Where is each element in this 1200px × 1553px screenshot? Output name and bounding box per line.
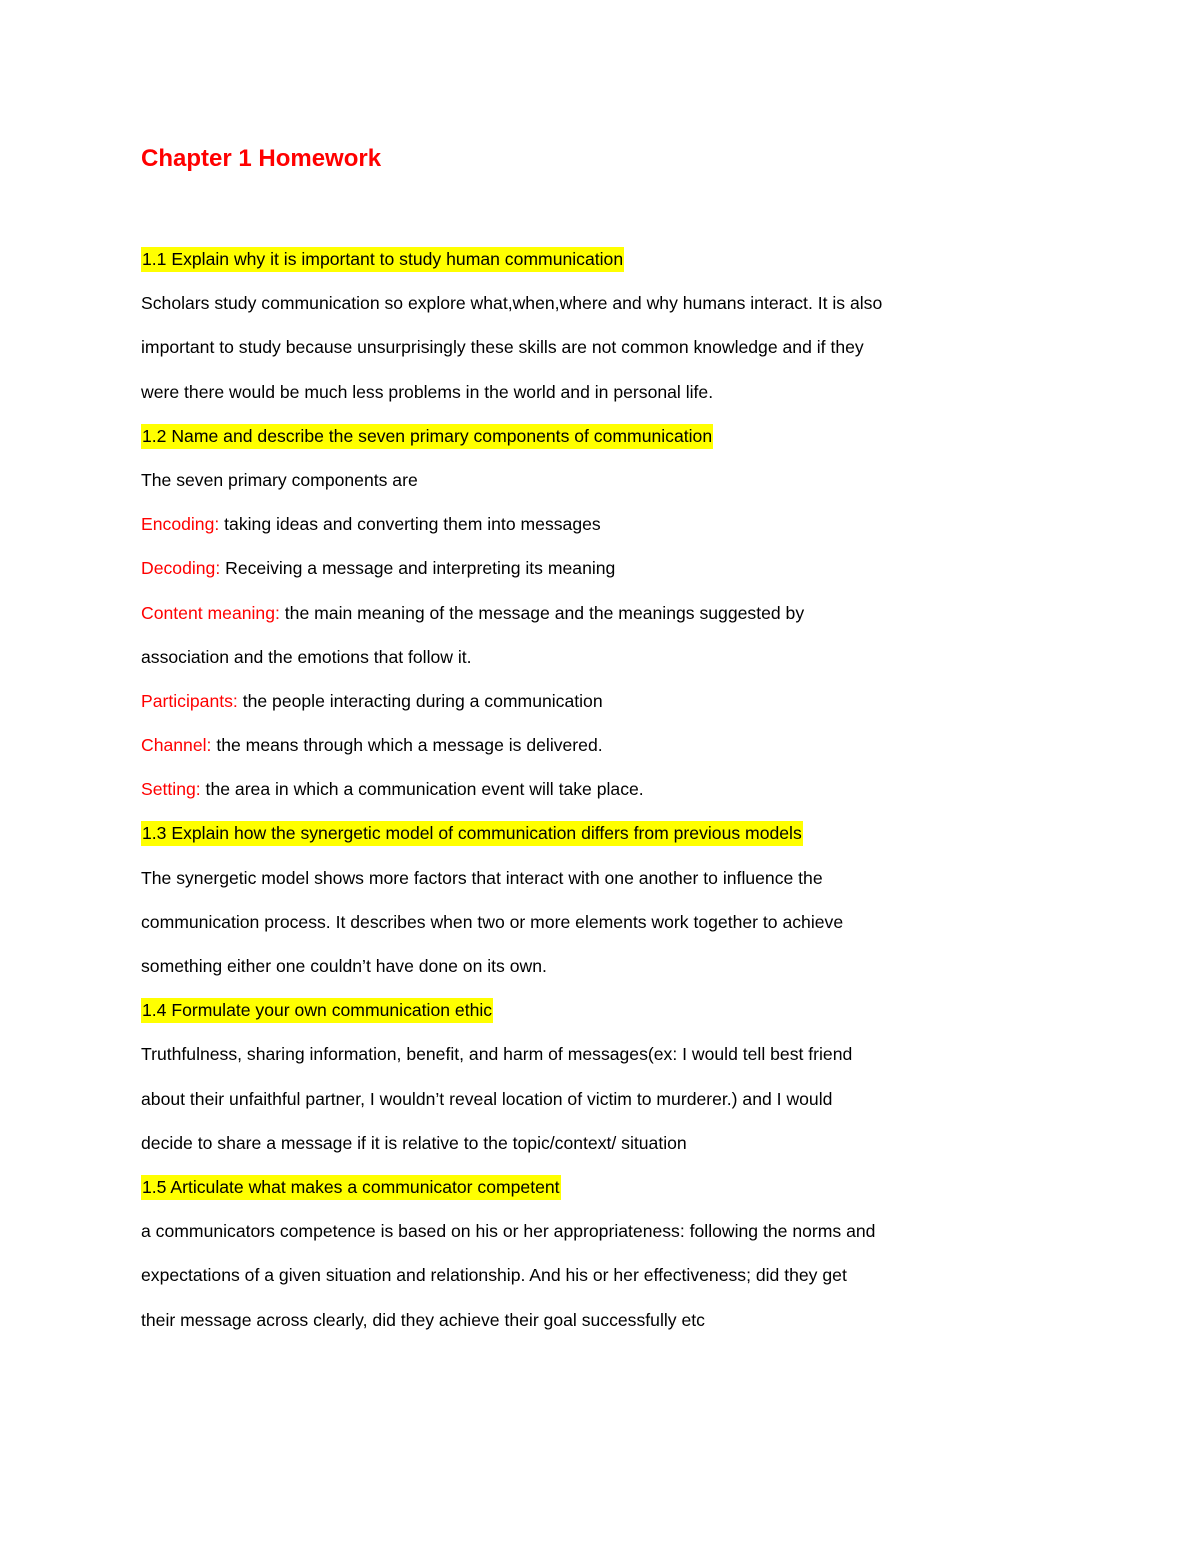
answer-line: about their unfaithful partner, I wouldn’t reveal location of victim to murderer.) and I would	[141, 1088, 833, 1109]
highlighted-heading: 1.3 Explain how the synergetic model of communication differs from previous models	[141, 821, 803, 846]
component-participants	[141, 685, 1041, 729]
component-term: Encoding:	[141, 514, 220, 535]
question-heading-1-3	[141, 817, 1041, 861]
question-heading-1-5	[141, 1171, 1041, 1215]
component-definition: the main meaning of the message and the meanings suggested by	[279, 602, 805, 623]
page-title: Chapter 1 Homework	[141, 145, 382, 172]
answer-line: important to study because unsurprisingly these skills are not common knowledge and if they	[141, 337, 864, 358]
component-definition: the people interacting during a communication	[237, 690, 603, 711]
answer-line: Scholars study communication so explore what,when,where and why humans interact. It is also	[141, 293, 883, 314]
component-definition: the area in which a communication event will take place.	[200, 779, 644, 800]
answer-line: were there would be much less problems in the world and in personal life.	[141, 381, 714, 402]
highlighted-heading: 1.2 Name and describe the seven primary components of communication	[141, 424, 713, 449]
component-definition: taking ideas and converting them into messages	[219, 514, 601, 535]
component-term: Decoding:	[141, 558, 221, 579]
answer-line: a communicators competence is based on his or her appropriateness: following the norms and	[141, 1221, 876, 1242]
component-decoding	[141, 552, 1041, 596]
highlighted-heading: 1.4 Formulate your own communication ethic	[141, 998, 493, 1023]
component-setting	[141, 773, 1041, 817]
component-term: Setting:	[141, 779, 201, 800]
answer-line: The synergetic model shows more factors that interact with one another to influence the	[141, 867, 823, 888]
question-heading-1-4	[141, 994, 1041, 1038]
component-definition: Receiving a message and interpreting its meaning	[220, 558, 616, 579]
component-term: Participants:	[141, 690, 238, 711]
answer-line: expectations of a given situation and relationship. And his or her effectiveness; did they get	[141, 1265, 847, 1286]
question-heading-1-2	[141, 420, 1041, 464]
answer-line: communication process. It describes when two or more elements work together to achieve	[141, 911, 844, 932]
answer-line: something either one couldn’t have done on its own.	[141, 956, 547, 976]
component-channel	[141, 729, 1041, 773]
component-content-meaning-continuation: association and the emotions that follow it.	[141, 646, 472, 667]
component-term: Channel:	[141, 735, 212, 756]
component-content-meaning	[141, 597, 1041, 641]
document-body	[141, 243, 1041, 1348]
component-term: Content meaning:	[141, 602, 280, 623]
highlighted-heading: 1.1 Explain why it is important to study human communication	[141, 247, 624, 272]
components-intro: The seven primary components are	[141, 469, 418, 490]
highlighted-heading: 1.5 Articulate what makes a communicator competent	[141, 1175, 561, 1200]
component-definition: the means through which a message is delivered.	[211, 735, 603, 756]
answer-line: Truthfulness, sharing information, benefit, and harm of messages(ex: I would tell best friend	[141, 1044, 853, 1065]
answer-line: their message across clearly, did they achieve their goal successfully etc	[141, 1309, 705, 1330]
question-heading-1-1	[141, 243, 1041, 287]
component-encoding	[141, 508, 1041, 552]
answer-line: decide to share a message if it is relative to the topic/context/ situation	[141, 1132, 687, 1153]
